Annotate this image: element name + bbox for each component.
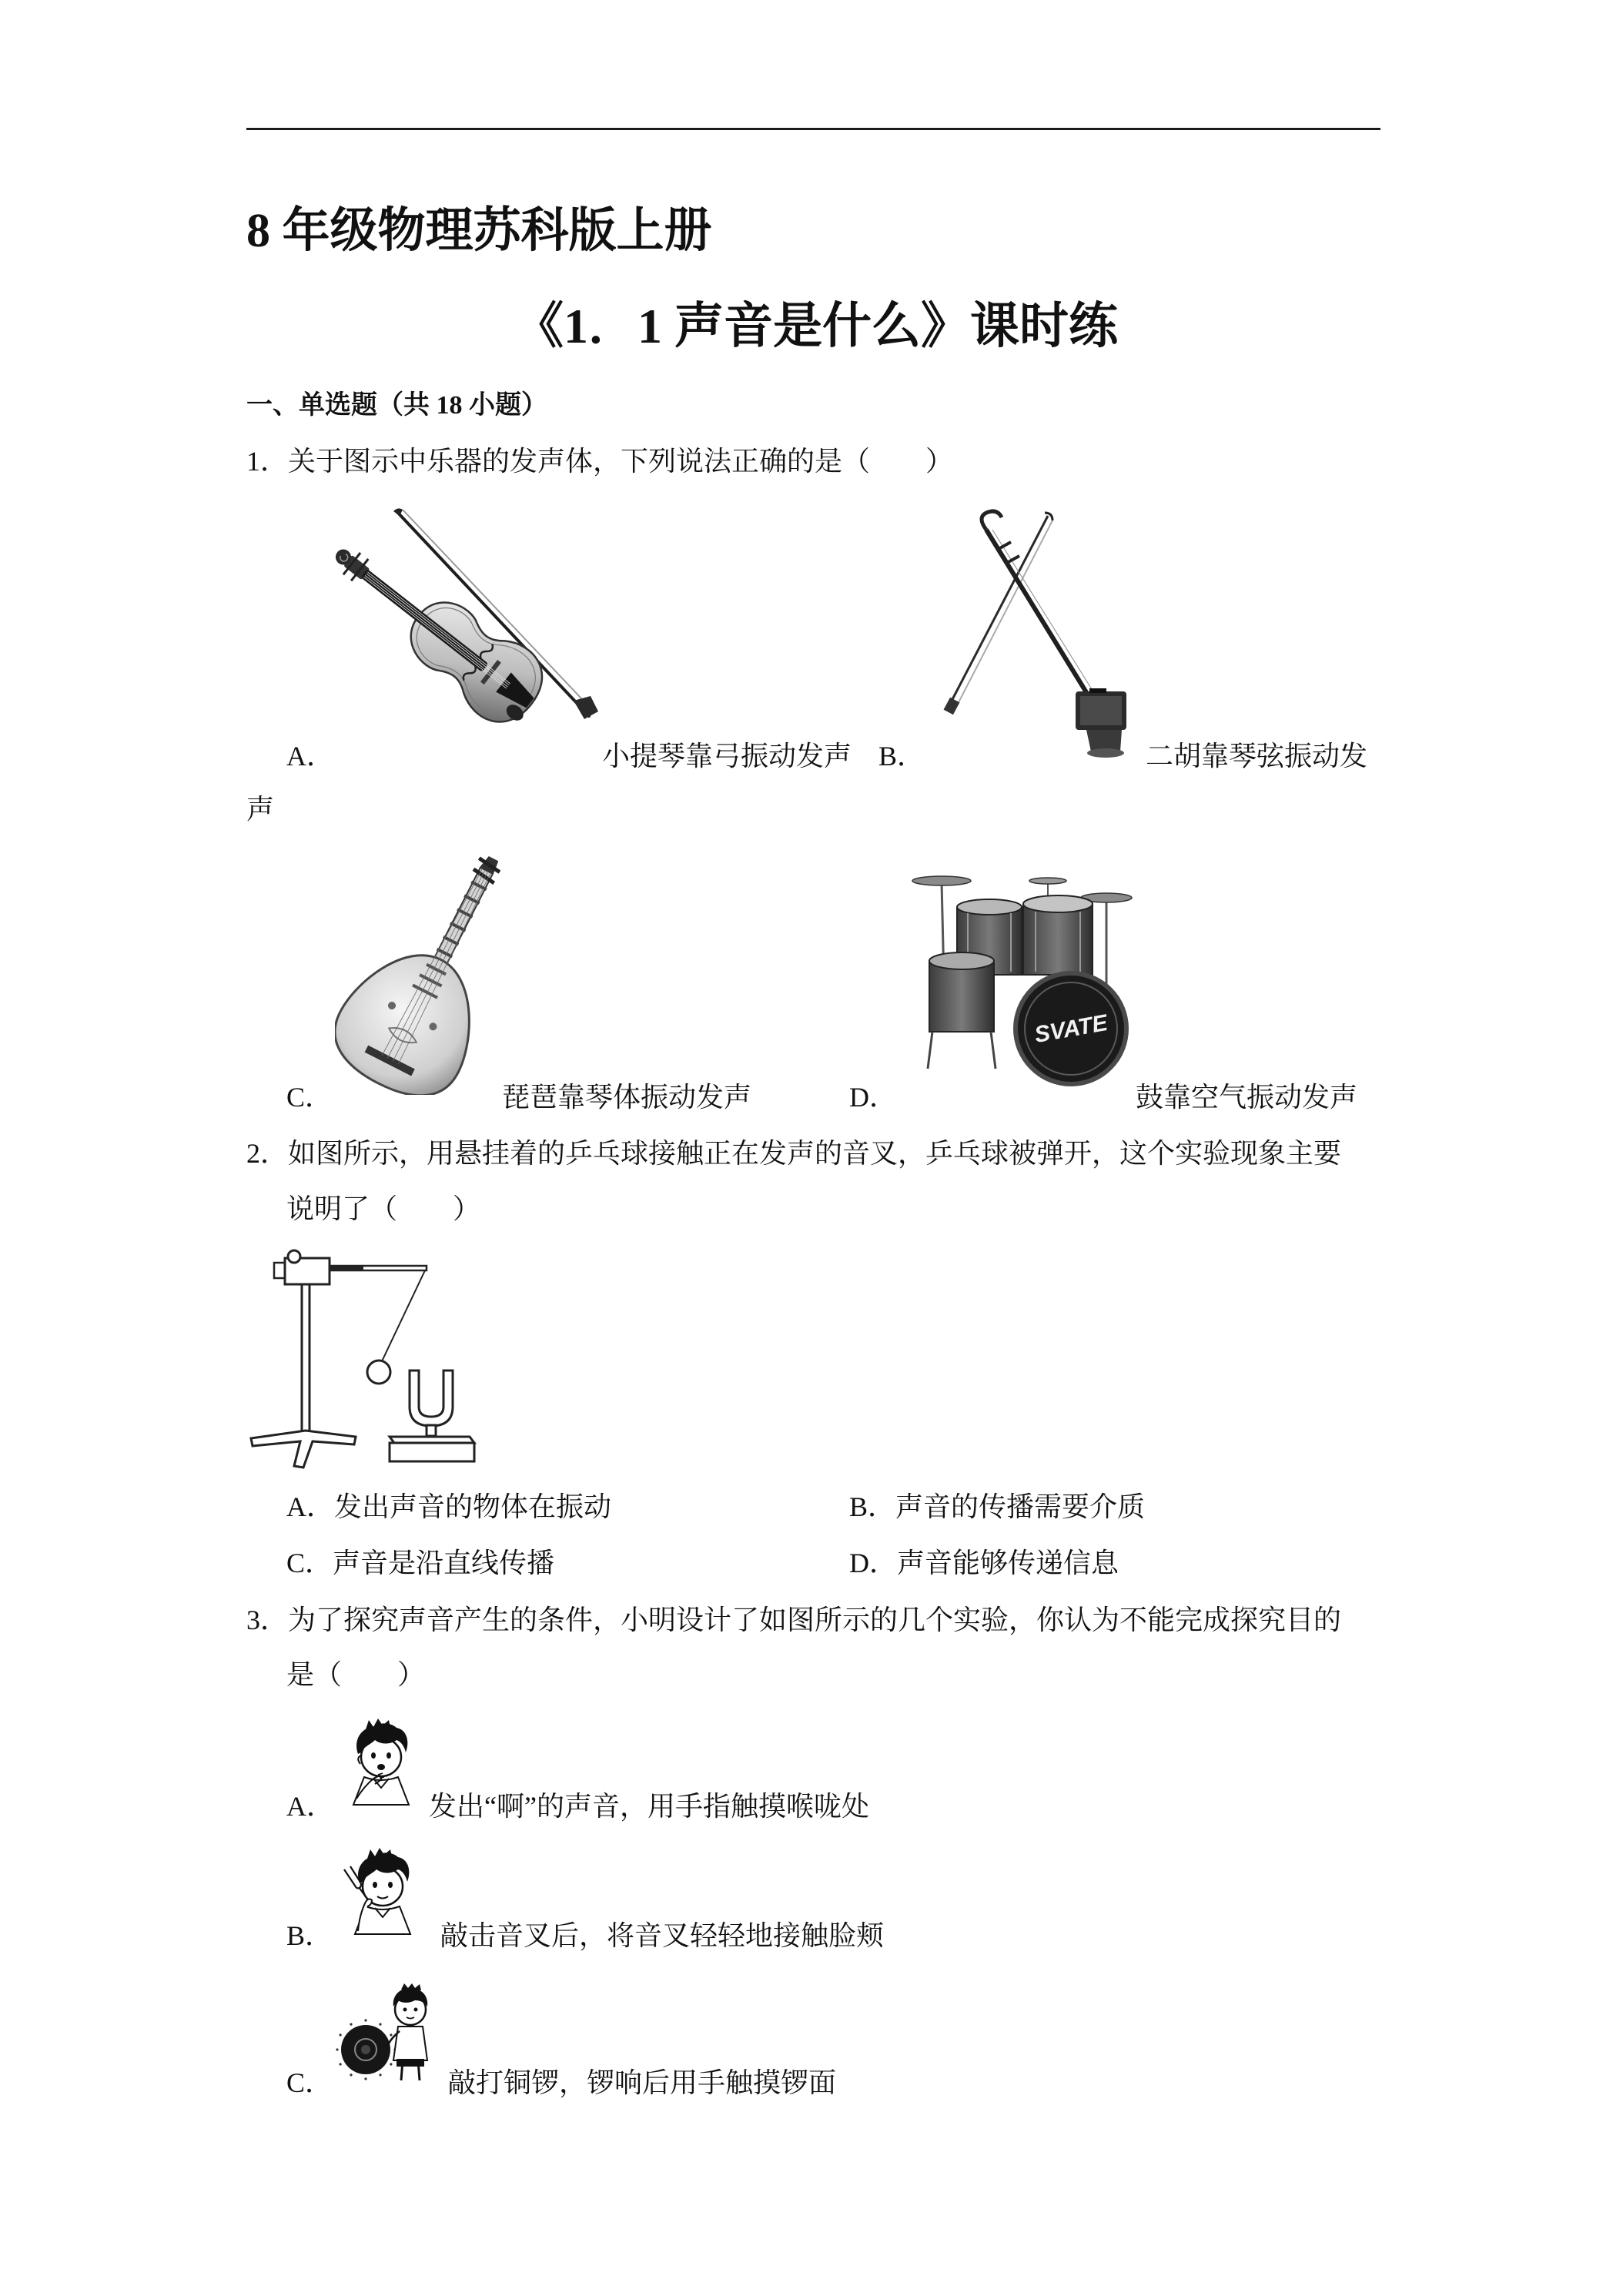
q2-stem-line1: 2．如图所示，用悬挂着的乒乓球接触正在发声的音叉，乒乓球被弹开，这个实验现象主要 <box>246 1138 1342 1169</box>
q3-option-c-label: C． <box>286 2067 333 2098</box>
drum-bass-drum <box>1016 973 1126 1084</box>
q3-option-a-text: 发出“啊”的声音，用手指触摸喉咙处 <box>429 1791 869 1822</box>
q2-option-d-label <box>849 1549 1119 1577</box>
boy-head <box>356 1719 407 1776</box>
q1-option-b-label: B． <box>878 741 925 771</box>
pipa-body <box>335 852 500 1095</box>
erhu-image <box>932 507 1145 764</box>
q1-option-b-text-wrap: 声 <box>246 794 275 825</box>
erhu-resonator <box>1076 688 1126 758</box>
drum-logo: SVATE <box>1032 1009 1110 1049</box>
q2-option-b-label <box>849 1493 1145 1521</box>
iron-stand <box>251 1250 427 1468</box>
header-rule <box>246 128 1380 130</box>
q1-option-a-text: 小提琴靠弓振动发声 <box>602 741 852 771</box>
q3-option-c-text: 敲打铜锣，锣响后用手触摸锣面 <box>448 2067 837 2098</box>
section-heading: 一、单选题（共 18 小题） <box>246 391 547 420</box>
tuning-fork-experiment-image <box>246 1249 477 1469</box>
boy-gong-image <box>335 1983 440 2083</box>
boy-touching-throat-image <box>335 1719 426 1806</box>
boy-body <box>353 1773 409 1805</box>
q2-option-a-text: 发出声音的物体在振动 <box>334 1491 612 1522</box>
q2-option-c-label <box>286 1549 554 1577</box>
violin-image <box>335 507 602 727</box>
drum-floor-tom <box>928 952 996 1069</box>
q2-option-c-text: 声音是沿直线传播 <box>333 1548 555 1578</box>
q3-stem-line2: 是（ ） <box>286 1659 426 1690</box>
boy-figure <box>387 1983 427 2080</box>
drum-kit-image <box>908 867 1134 1087</box>
violin-body <box>335 520 557 727</box>
ping-pong-pendulum <box>367 1270 425 1384</box>
q2-option-c-letter: C． <box>286 1548 333 1578</box>
tuning-fork <box>390 1371 474 1461</box>
pipa-image <box>335 852 500 1095</box>
worksheet-lesson-title: 《1．1 声音是什么》课时练 <box>514 299 1118 353</box>
q2-option-d-text: 声音能够传递信息 <box>897 1548 1119 1578</box>
q2-option-d-letter: D． <box>849 1548 897 1578</box>
q3-option-b-text: 敲击音叉后，将音叉轻轻地接触脸颊 <box>440 1920 885 1951</box>
q3-stem-line1: 3．为了探究声音产生的条件，小明设计了如图所示的几个实验，你认为不能完成探究目的 <box>246 1605 1342 1635</box>
q2-stem-line2: 说明了（ ） <box>286 1193 481 1224</box>
q1-option-c-label: C． <box>286 1082 333 1113</box>
q1-option-a-label: A． <box>286 741 334 771</box>
q1-stem: 1．关于图示中乐器的发声体，下列说法正确的是（ ） <box>246 446 954 477</box>
q2-option-a-letter: A． <box>286 1491 334 1522</box>
q3-option-b-label: B． <box>286 1920 333 1951</box>
q1-option-b-text: 二胡靠琴弦振动发 <box>1146 741 1368 771</box>
q1-option-d-label: D． <box>849 1082 897 1113</box>
gong <box>336 2019 396 2080</box>
boy-tuning-fork-cheek-image <box>335 1848 426 1936</box>
worksheet-grade-title: 8 年级物理苏科版上册 <box>246 205 712 257</box>
q1-option-c-text: 琵琶靠琴体振动发声 <box>502 1082 752 1113</box>
q2-option-b-letter: B． <box>849 1491 896 1522</box>
q2-option-b-text: 声音的传播需要介质 <box>895 1491 1146 1522</box>
q2-option-a-label <box>286 1493 611 1521</box>
q3-option-a-label: A． <box>286 1791 334 1822</box>
q1-option-d-text: 鼓靠空气振动发声 <box>1136 1082 1358 1113</box>
